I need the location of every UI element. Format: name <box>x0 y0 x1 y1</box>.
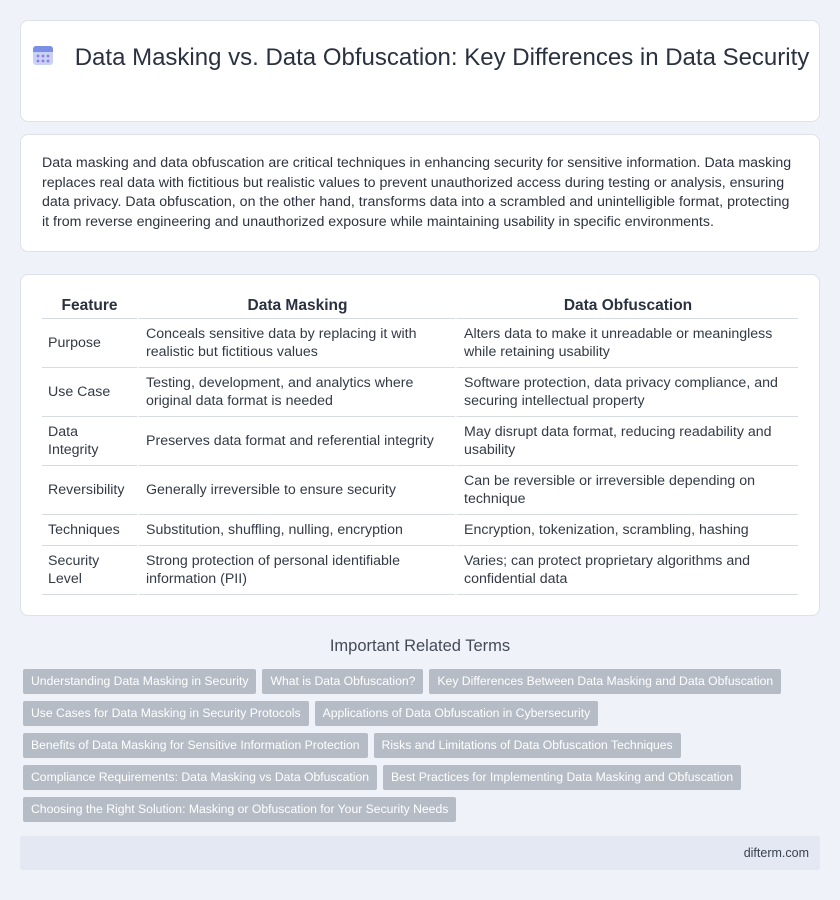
related-term-tag[interactable]: Choosing the Right Solution: Masking or Obfuscation for Your Security Needs <box>23 797 456 822</box>
table-row <box>42 546 798 595</box>
feature-cell: Use Case <box>42 368 137 417</box>
comparison-table <box>42 295 798 595</box>
obfuscation-cell: Alters data to make it unreadable or meaningless while retaining usability <box>455 319 798 368</box>
feature-cell: Security Level <box>42 546 137 595</box>
page-title-text: Data Masking vs. Data Obfuscation: Key Differences in Data Security <box>74 44 810 71</box>
table-row <box>42 319 798 368</box>
masking-cell: Preserves data format and referential integrity <box>137 417 455 466</box>
footer-site-link[interactable]: difterm.com <box>743 846 809 860</box>
related-terms-heading: Important Related Terms <box>329 637 511 655</box>
table-row <box>42 417 798 466</box>
related-term-tag[interactable]: Applications of Data Obfuscation in Cybersecurity <box>315 701 599 726</box>
masking-cell: Strong protection of personal identifiable information (PII) <box>137 546 455 595</box>
table-row <box>42 466 798 515</box>
tag-row <box>23 701 803 733</box>
obfuscation-cell: May disrupt data format, reducing readability and usability <box>455 417 798 466</box>
table-header-row <box>42 295 798 319</box>
tag-row <box>23 797 803 829</box>
obfuscation-cell: Can be reversible or irreversible depending on technique <box>455 466 798 515</box>
related-term-tag[interactable]: Compliance Requirements: Data Masking vs Data Obfuscation <box>23 765 377 790</box>
masking-cell: Testing, development, and analytics where original data format is needed <box>137 368 455 417</box>
footer-bar <box>20 836 820 870</box>
comparison-card <box>20 274 820 616</box>
related-term-tag[interactable]: Benefits of Data Masking for Sensitive Information Protection <box>23 733 368 758</box>
obfuscation-cell: Encryption, tokenization, scrambling, hashing <box>455 515 798 546</box>
feature-cell: Purpose <box>42 319 137 368</box>
calendar-icon <box>31 43 55 67</box>
related-term-tag[interactable]: Best Practices for Implementing Data Masking and Obfuscation <box>383 765 741 790</box>
column-header-data-masking: Data Masking <box>137 295 455 319</box>
tag-row <box>23 765 803 797</box>
obfuscation-cell: Software protection, data privacy compliance, and securing intellectual property <box>455 368 798 417</box>
related-term-tag[interactable]: Risks and Limitations of Data Obfuscation Techniques <box>374 733 681 758</box>
feature-cell: Data Integrity <box>42 417 137 466</box>
intro-card <box>20 134 820 252</box>
related-term-tag[interactable]: Use Cases for Data Masking in Security Protocols <box>23 701 309 726</box>
column-header-feature: Feature <box>42 295 137 319</box>
related-term-tag[interactable]: Understanding Data Masking in Security <box>23 669 256 694</box>
masking-cell: Substitution, shuffling, nulling, encryption <box>137 515 455 546</box>
table-row <box>42 368 798 417</box>
tag-row <box>23 669 803 701</box>
masking-cell: Conceals sensitive data by replacing it with realistic but fictitious values <box>137 319 455 368</box>
column-header-data-obfuscation: Data Obfuscation <box>455 295 798 319</box>
related-terms-tags <box>23 669 803 829</box>
masking-cell: Generally irreversible to ensure security <box>137 466 455 515</box>
title-card <box>20 20 820 122</box>
feature-cell: Techniques <box>42 515 137 546</box>
intro-paragraph: Data masking and data obfuscation are critical techniques in enhancing security for sensitive information. Data masking replaces real data with fictitious but realistic values to prevent unauthorized access during testing or analysis, ensuring data privacy. Data obfuscation, on the other hand, transforms data into a scrambled and unintelligible format, protecting it from reverse engineering and unauthorized exposure while maintaining usability in specific environments. <box>42 155 792 230</box>
table-row <box>42 515 798 546</box>
title-wrap <box>21 43 819 72</box>
tag-row <box>23 733 803 765</box>
feature-cell: Reversibility <box>42 466 137 515</box>
page-title <box>21 43 819 72</box>
related-term-tag[interactable]: What is Data Obfuscation? <box>262 669 423 694</box>
related-term-tag[interactable]: Key Differences Between Data Masking and Data Obfuscation <box>429 669 781 694</box>
obfuscation-cell: Varies; can protect proprietary algorithms and confidential data <box>455 546 798 595</box>
